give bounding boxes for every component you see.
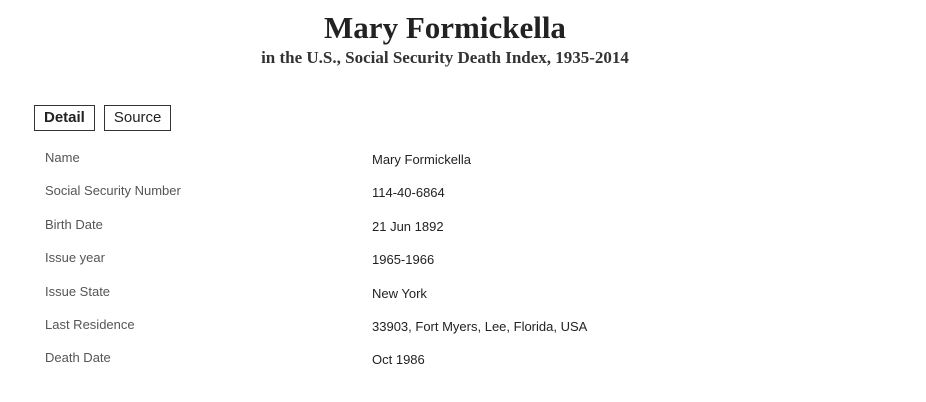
tab-source[interactable]: Source <box>104 105 172 131</box>
record-row-issue-year <box>45 248 885 281</box>
record-label: Birth Date <box>45 216 103 232</box>
record-row-birth-date <box>45 215 885 248</box>
record-row-ssn <box>45 181 885 214</box>
record-label: Issue year <box>45 250 105 266</box>
record-value: Mary Formickella <box>372 152 471 167</box>
record-row-last-residence <box>45 315 885 348</box>
record-label: Issue State <box>45 283 111 299</box>
record-row-issue-state <box>45 282 885 315</box>
record-label: Social Security Number <box>45 183 181 199</box>
tab-detail[interactable]: Detail <box>34 105 95 131</box>
record-details <box>45 148 885 382</box>
record-value: New York <box>372 285 427 301</box>
page-title: Mary Formickella <box>324 10 566 45</box>
record-value: 1965-1966 <box>372 252 435 268</box>
record-value: 114-40-6864 <box>372 185 445 201</box>
record-label: Name <box>45 150 80 165</box>
record-row-death-date <box>45 348 885 381</box>
record-tabs <box>34 105 171 131</box>
record-row-name <box>45 148 885 181</box>
collection-subtitle: in the U.S., Social Security Death Index, 1935-2014 <box>261 48 629 67</box>
record-label: Last Residence <box>45 316 135 332</box>
record-value: Oct 1986 <box>372 352 425 368</box>
record-value: 21 Jun 1892 <box>372 218 444 234</box>
record-label: Death Date <box>45 350 111 366</box>
record-header <box>0 8 890 69</box>
record-value: 33903, Fort Myers, Lee, Florida, USA <box>372 318 588 334</box>
